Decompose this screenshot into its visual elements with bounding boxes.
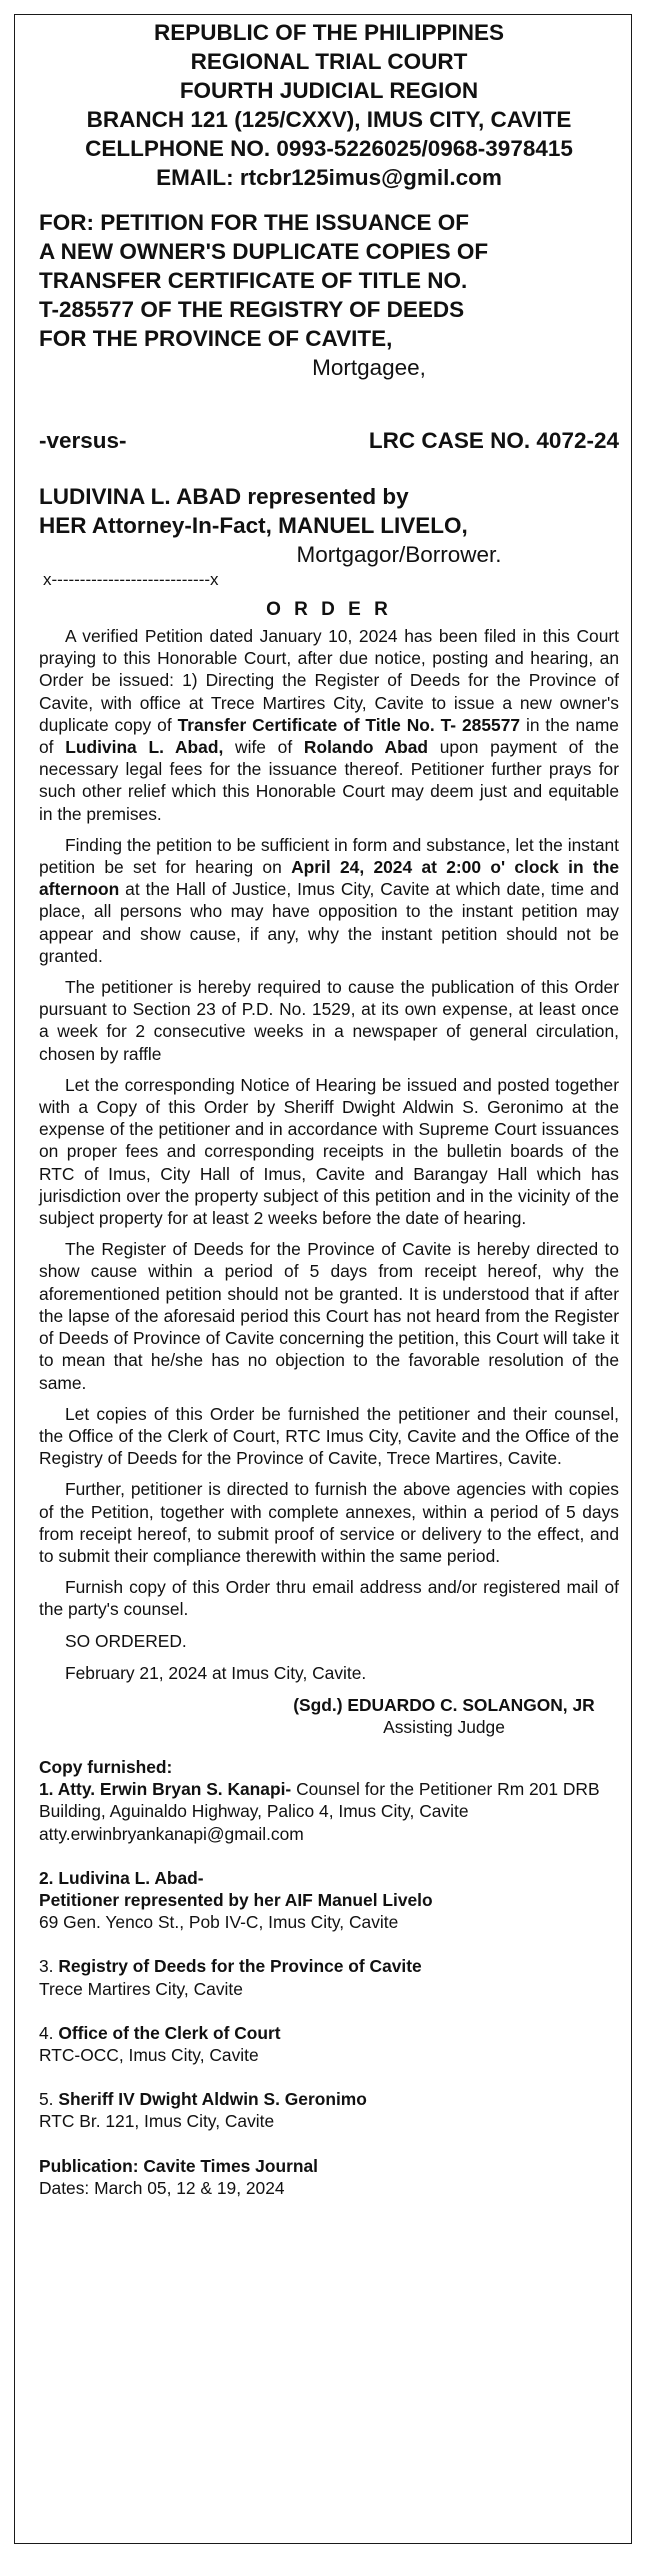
publication-info	[39, 2155, 619, 2199]
recipient-2-address: 69 Gen. Yenco St., Pob IV-C, Imus City, Cavite	[39, 1912, 399, 1933]
petition-line-3: TRANSFER CERTIFICATE OF TITLE NO.	[39, 268, 468, 293]
header-phone: CELLPHONE NO. 0993-5226025/0968-3978415	[85, 136, 573, 161]
header-republic: REPUBLIC OF THE PHILIPPINES	[153, 20, 505, 45]
recipient-5-address: RTC Br. 121, Imus City, Cavite	[39, 2111, 275, 2132]
recipient-2-name: Ludivina L. Abad-	[58, 1867, 204, 1888]
header-branch: BRANCH 121 (125/CXXV), IMUS CITY, CAVITE	[86, 107, 572, 132]
order-paragraph-8: Furnish copy of this Order thru email address and/or registered mail of the party's counsel.	[39, 1577, 619, 1620]
order-paragraph-6: Let copies of this Order be furnished the petitioner and their counsel, the Office of the Clerk of Court, RTC Imus City, Cavite and the Office of the Registry of Deeds for the Province of Cavite, Trece Martires, Cavite.	[39, 1403, 619, 1469]
versus-line	[39, 426, 619, 455]
respondent-role: Mortgagor/Borrower.	[296, 542, 502, 567]
recipient-3-name: Registry of Deeds for the Province of Cavite	[58, 1956, 422, 1977]
order-date: February 21, 2024 at Imus City, Cavite.	[65, 1662, 367, 1683]
recipient-2: 2. Ludivina L. Abad- Petitioner represented by her AIF Manuel Livelo 69 Gen. Yenco St., Pob IV-C, Imus City, Cavite	[39, 1867, 619, 1934]
petition-line-1: FOR: PETITION FOR THE ISSUANCE OF	[39, 210, 470, 235]
recipient-1-details: Counsel for the Petitioner Rm 201 DRB Building, Aguinaldo Highway, Palico 4, Imus City, Cavite atty.erwinbryankanapi@gmail.com	[39, 1779, 600, 1844]
respondent-line-2: HER Attorney-In-Fact, MANUEL LIVELO,	[39, 513, 468, 538]
p1-owner-name: Ludivina L. Abad,	[65, 737, 224, 758]
p1-text-a: A verified Petition dated January 10, 2024 has been filed in this Court praying to this Honorable Court, after due notice, posting and hearing, an Order be issued: 1) Directing the Register of Deeds for the Province of Cavite, with office at Trece Martires City, Cavite to issue a new owner's duplicate copy of	[39, 626, 619, 735]
versus-label: -versus-	[39, 428, 127, 453]
p1-text-c: in the name of	[39, 714, 619, 758]
order-paragraph-3: The petitioner is hereby required to cause the publication of this Order pursuant to Section 23 of P.D. No. 1529, at its own expense, at least once a week for 2 consecutive weeks in a newspaper of general circulation, chosen by raffle	[39, 977, 619, 1064]
petition-line-2: A NEW OWNER'S DUPLICATE COPIES OF	[39, 239, 489, 264]
recipient-2-role: Petitioner represented by her AIF Manuel Livelo	[39, 1889, 433, 1910]
header-court: REGIONAL TRIAL COURT	[190, 49, 468, 74]
case-number: LRC CASE NO. 4072-24	[368, 428, 619, 453]
so-ordered: SO ORDERED.	[65, 1630, 187, 1651]
header-region: FOURTH JUDICIAL REGION	[179, 78, 479, 103]
caption-separator: x----------------------------x	[43, 570, 219, 589]
p1-spouse-name: Rolando Abad	[303, 737, 429, 758]
p1-text-e: wife of	[223, 737, 304, 758]
order-paragraph-1	[39, 625, 619, 825]
recipient-4-address: RTC-OCC, Imus City, Cavite	[39, 2044, 259, 2065]
petition-line-4: T-285577 OF THE REGISTRY OF DEEDS	[39, 297, 465, 322]
p2-hearing-date: April 24, 2024 at 2:00 o' clock in the afternoon	[39, 857, 619, 900]
publication-label: Publication: Cavite Times Journal	[39, 2155, 318, 2176]
p2-text-a: Finding the petition to be sufficient in form and substance, let the instant petition be set for hearing on	[39, 834, 619, 878]
petitioner-role: Mortgagee,	[312, 355, 426, 380]
order-title: O R D E R	[266, 599, 392, 620]
copy-furnished	[39, 1756, 619, 2199]
recipient-1-name: Atty. Erwin Bryan S. Kanapi-	[57, 1779, 292, 1800]
recipient-5-name: Sheriff IV Dwight Aldwin S. Geronimo	[58, 2089, 367, 2110]
recipient-4-name: Office of the Clerk of Court	[58, 2022, 281, 2043]
recipient-5: 5. Sheriff IV Dwight Aldwin S. Geronimo RTC Br. 121, Imus City, Cavite	[39, 2088, 619, 2132]
judge-name: (Sgd.) EDUARDO C. SOLANGON, JR	[293, 1694, 595, 1715]
respondent-caption	[39, 482, 619, 540]
recipient-3-address: Trece Martires City, Cavite	[39, 1978, 243, 1999]
petition-caption	[39, 208, 619, 382]
p2-text-c: at the Hall of Justice, Imus City, Cavite at which date, time and place, all persons who may have opposition to the instant petition may appear and show cause, if any, why the instant petition should not be granted.	[39, 879, 619, 966]
petition-line-5: FOR THE PROVINCE OF CAVITE,	[39, 326, 393, 351]
recipient-1: 1. Atty. Erwin Bryan S. Kanapi- Counsel for the Petitioner Rm 201 DRB Building, Aguinaldo Highway, Palico 4, Imus City, Cavite atty.erwinbryankanapi@gmail.com	[39, 1779, 600, 1844]
recipient-3: 3. Registry of Deeds for the Province of Cavite Trece Martires City, Cavite	[39, 1955, 619, 1999]
order-paragraph-5: The Register of Deeds for the Province of Cavite is hereby directed to show cause within a period of 5 days from receipt hereof, why the aforementioned petition should not be granted. It is understood that if after the lapse of the aforesaid period this Court has not heard from the Register of Deeds of Province of Cavite concerning the petition, this Court will take it to mean that he/she has no objection to the favorable resolution of the same.	[39, 1239, 619, 1393]
copy-furnished-title: Copy furnished:	[39, 1756, 173, 1777]
court-header	[39, 18, 619, 192]
legal-notice	[14, 14, 632, 2544]
respondent-line-1: LUDIVINA L. ABAD represented by	[39, 484, 409, 509]
signature-block	[269, 1694, 619, 1738]
order-paragraph-7: Further, petitioner is directed to furnish the above agencies with copies of the Petition, together with complete annexes, within a period of 5 days from receipt hereof, to submit proof of service or delivery to the effect, and to submit their compliance therewith within the same period.	[39, 1479, 619, 1566]
publication-dates: Dates: March 05, 12 & 19, 2024	[39, 2177, 285, 2198]
p1-title-number: Transfer Certificate of Title No. T- 285577	[177, 714, 521, 735]
order-paragraph-4: Let the corresponding Notice of Hearing be issued and posted together with a Copy of this Order by Sheriff Dwight Aldwin S. Geronimo at the expense of the petitioner and in accordance with Supreme Court issuances on proper fees and corresponding receipts in the bulletin boards of the RTC of Imus, City Hall of Imus, Cavite and Barangay Hall which has jurisdiction over the property subject of this petition and in the vicinity of the subject property for at least 2 weeks before the date of hearing.	[39, 1074, 619, 1229]
header-email: EMAIL: rtcbr125imus@gmil.com	[156, 165, 502, 190]
recipient-4: 4. Office of the Clerk of Court RTC-OCC, Imus City, Cavite	[39, 2022, 619, 2066]
p1-text-g: upon payment of the necessary legal fees for the issuance thereof. Petitioner further prays for such other relief which this Honorable Court may deem just and equitable in the premises.	[39, 737, 619, 824]
order-paragraph-2	[39, 834, 619, 967]
judge-title: Assisting Judge	[383, 1716, 505, 1737]
